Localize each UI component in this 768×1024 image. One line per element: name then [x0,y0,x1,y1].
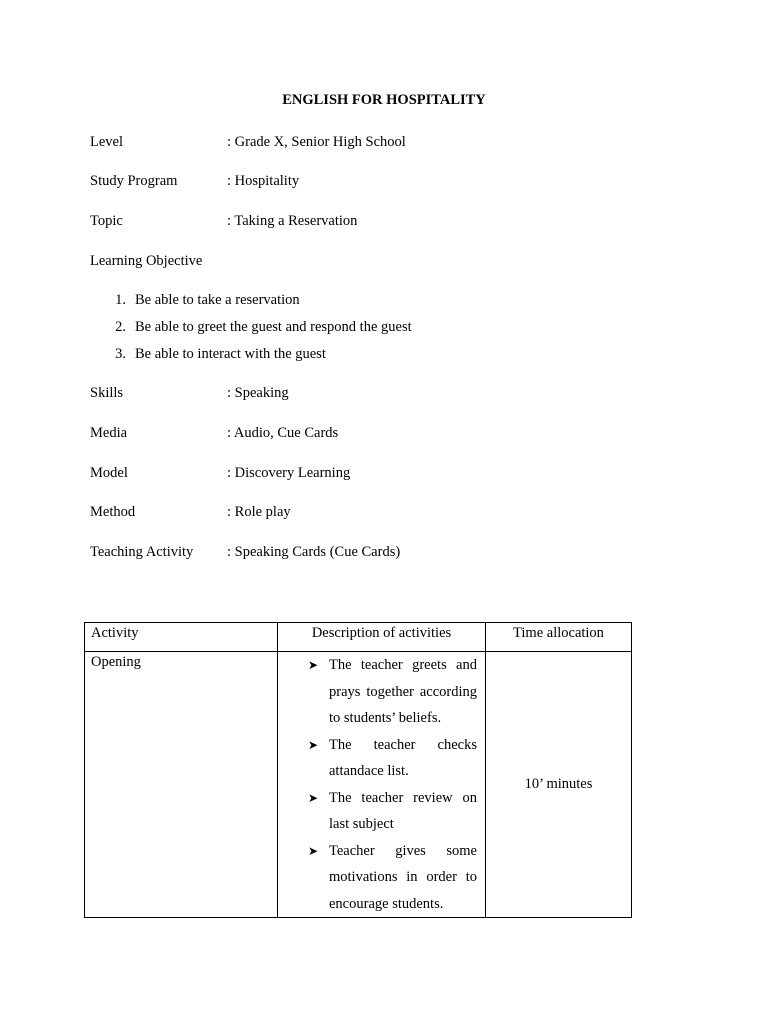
field-value: : Discovery Learning [227,465,351,481]
field-label: Skills [90,385,124,401]
bullet-line: encourage students. [329,895,444,912]
column-header-time: Time allocation [486,623,632,652]
bullet-line: The teacher review on [329,789,477,806]
field-value: : Speaking [227,385,289,401]
objective-text: Be able to greet the guest and respond the guest [135,319,412,335]
field-value: : Grade X, Senior High School [227,134,406,150]
field-label: Media [90,425,128,441]
objective-text: Be able to interact with the guest [135,346,326,362]
activity-cell [85,652,278,918]
time-cell [486,652,632,918]
field-label: Study Program [90,173,178,189]
column-header-description: Description of activities [278,623,486,652]
field-value: : Speaking Cards (Cue Cards) [227,544,401,560]
arrowhead-bullet-icon: ➤ [308,658,319,672]
list-item [278,652,485,732]
bullet-line: to students’ beliefs. [329,710,442,726]
objective-number: 2. [115,319,126,335]
arrowhead-bullet-icon: ➤ [308,790,319,805]
objective-text: Be able to take a reservation [135,292,300,308]
document-title: ENGLISH FOR HOSPITALITY [282,92,486,108]
field-label: Topic [90,213,123,229]
description-cell [278,652,486,918]
field-label: Teaching Activity [90,544,194,560]
field-label: Model [90,465,128,481]
objective-number: 3. [115,346,126,362]
list-item [278,732,485,785]
arrowhead-bullet-icon: ➤ [308,737,319,752]
activity-name: Opening [91,654,141,670]
field-label: Level [90,134,124,150]
field-value: : Hospitality [227,173,300,189]
learning-objective-heading: Learning Objective [90,253,203,269]
list-item [278,785,485,838]
table-row [85,652,632,918]
column-header-activity: Activity [85,623,278,652]
bullet-line: last subject [329,816,394,832]
description-list [278,652,485,917]
field-value: : Audio, Cue Cards [227,425,339,441]
activity-table [84,622,632,918]
time-allocation-value: 10’ minutes [524,776,593,792]
list-item [278,838,485,918]
bullet-line: The teacher greets and [329,657,477,673]
field-label: Method [90,504,136,520]
arrowhead-bullet-icon: ➤ [308,843,319,858]
field-value: : Role play [227,504,291,520]
field-value: : Taking a Reservation [227,213,358,229]
objective-number: 1. [115,292,126,308]
bullet-line: Teacher gives some [329,842,477,859]
bullet-line: prays together according [329,683,477,700]
table-header-row [85,623,632,652]
bullet-line: The teacher checks [329,736,477,753]
bullet-line: motivations in order to [329,869,477,885]
bullet-line: attandace list. [329,763,409,779]
